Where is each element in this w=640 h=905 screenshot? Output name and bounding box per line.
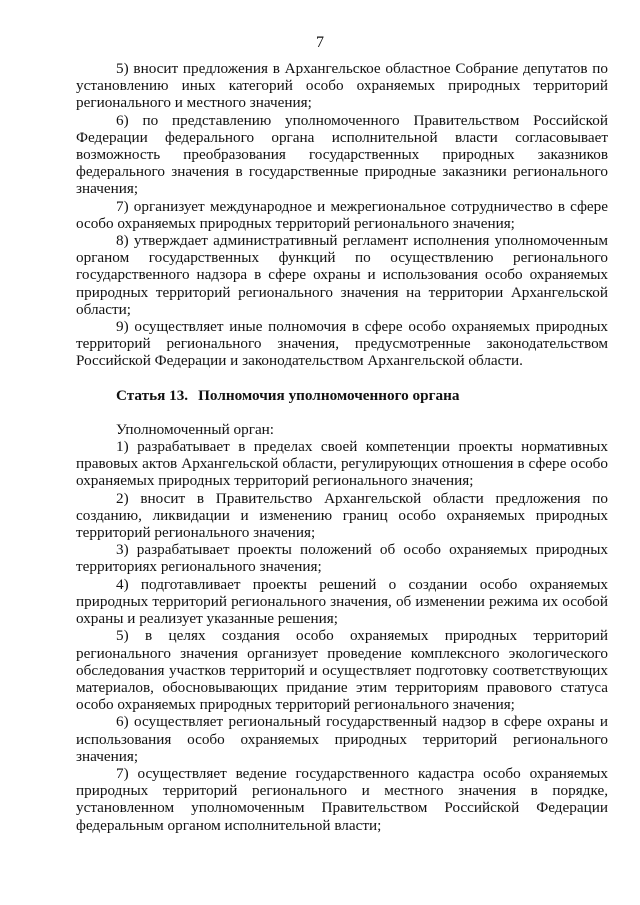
document-body xyxy=(76,60,608,834)
paragraph: 1) разрабатывает в пределах своей компетенции проекты нормативных правовых актов Архангельской области, регулирующих отношения в сфере особо охраняемых природных территорий регионального значения; xyxy=(76,438,608,490)
paragraph: 9) осуществляет иные полномочия в сфере особо охраняемых природных территорий регионального значения, предусмотренные законодательством Российской Федерации и законодательством Архангельской области. xyxy=(76,318,608,370)
paragraph: 2) вносит в Правительство Архангельской области предложения по созданию, ликвидации и изменению границ особо охраняемых природных территорий регионального значения; xyxy=(76,489,608,542)
paragraph: 6) осуществляет региональный государственный надзор в сфере охраны и использования особо охраняемых природных территорий регионального значения; xyxy=(76,713,608,765)
paragraph: 4) подготавливает проекты решений о создании особо охраняемых природных территорий регионального значения, об изменении режима их особой охраны и реализует указанные решения; xyxy=(76,575,608,628)
article-heading xyxy=(76,387,608,404)
paragraph: 6) по представлению уполномоченного Правительством Российской Федерации федерального органа исполнительной власти согласовывает возможность преобразования государственных природных заказников федерального значения в государственные природные заказники регионального значения; xyxy=(76,111,608,198)
spacer xyxy=(76,370,608,387)
paragraph: 8) утверждает административный регламент исполнения уполномоченным органом государственных функций по осуществлению регионального государственного надзора в сфере охраны и использования особо охраняемых природных территорий регионального значения на территории Архангельской области; xyxy=(76,232,608,318)
article-intro: Уполномоченный орган: xyxy=(116,420,275,438)
paragraph: 3) разрабатывает проекты положений об особо охраняемых природных территориях регионального значения; xyxy=(76,541,608,576)
paragraph: 7) осуществляет ведение государственного кадастра особо охраняемых природных территорий регионального и местного значения в порядке, установленном уполномоченным Правительством Российской Федерации федеральным органом исполнительной власти; xyxy=(76,764,608,834)
article-title: Полномочия уполномоченного органа xyxy=(198,386,460,404)
spacer xyxy=(76,404,608,421)
page-number: 7 xyxy=(316,34,324,51)
paragraph: 5) вносит предложения в Архангельское областное Собрание депутатов по установлению иных категорий особо охраняемых природных территорий регионального и местного значения; xyxy=(76,60,608,112)
paragraph: 7) организует международное и межрегиональное сотрудничество в сфере особо охраняемых природных территорий регионального значения; xyxy=(76,197,608,232)
paragraph: 5) в целях создания особо охраняемых природных территорий регионального значения организует проведение комплексного экологического обследования участков территорий и осуществляет подготовку соответствующих материалов, обосновывающих придание этим территориям правового статуса особо охраняемых природных территорий регионального значения; xyxy=(76,627,608,714)
article-number: Статья 13. xyxy=(116,386,189,404)
